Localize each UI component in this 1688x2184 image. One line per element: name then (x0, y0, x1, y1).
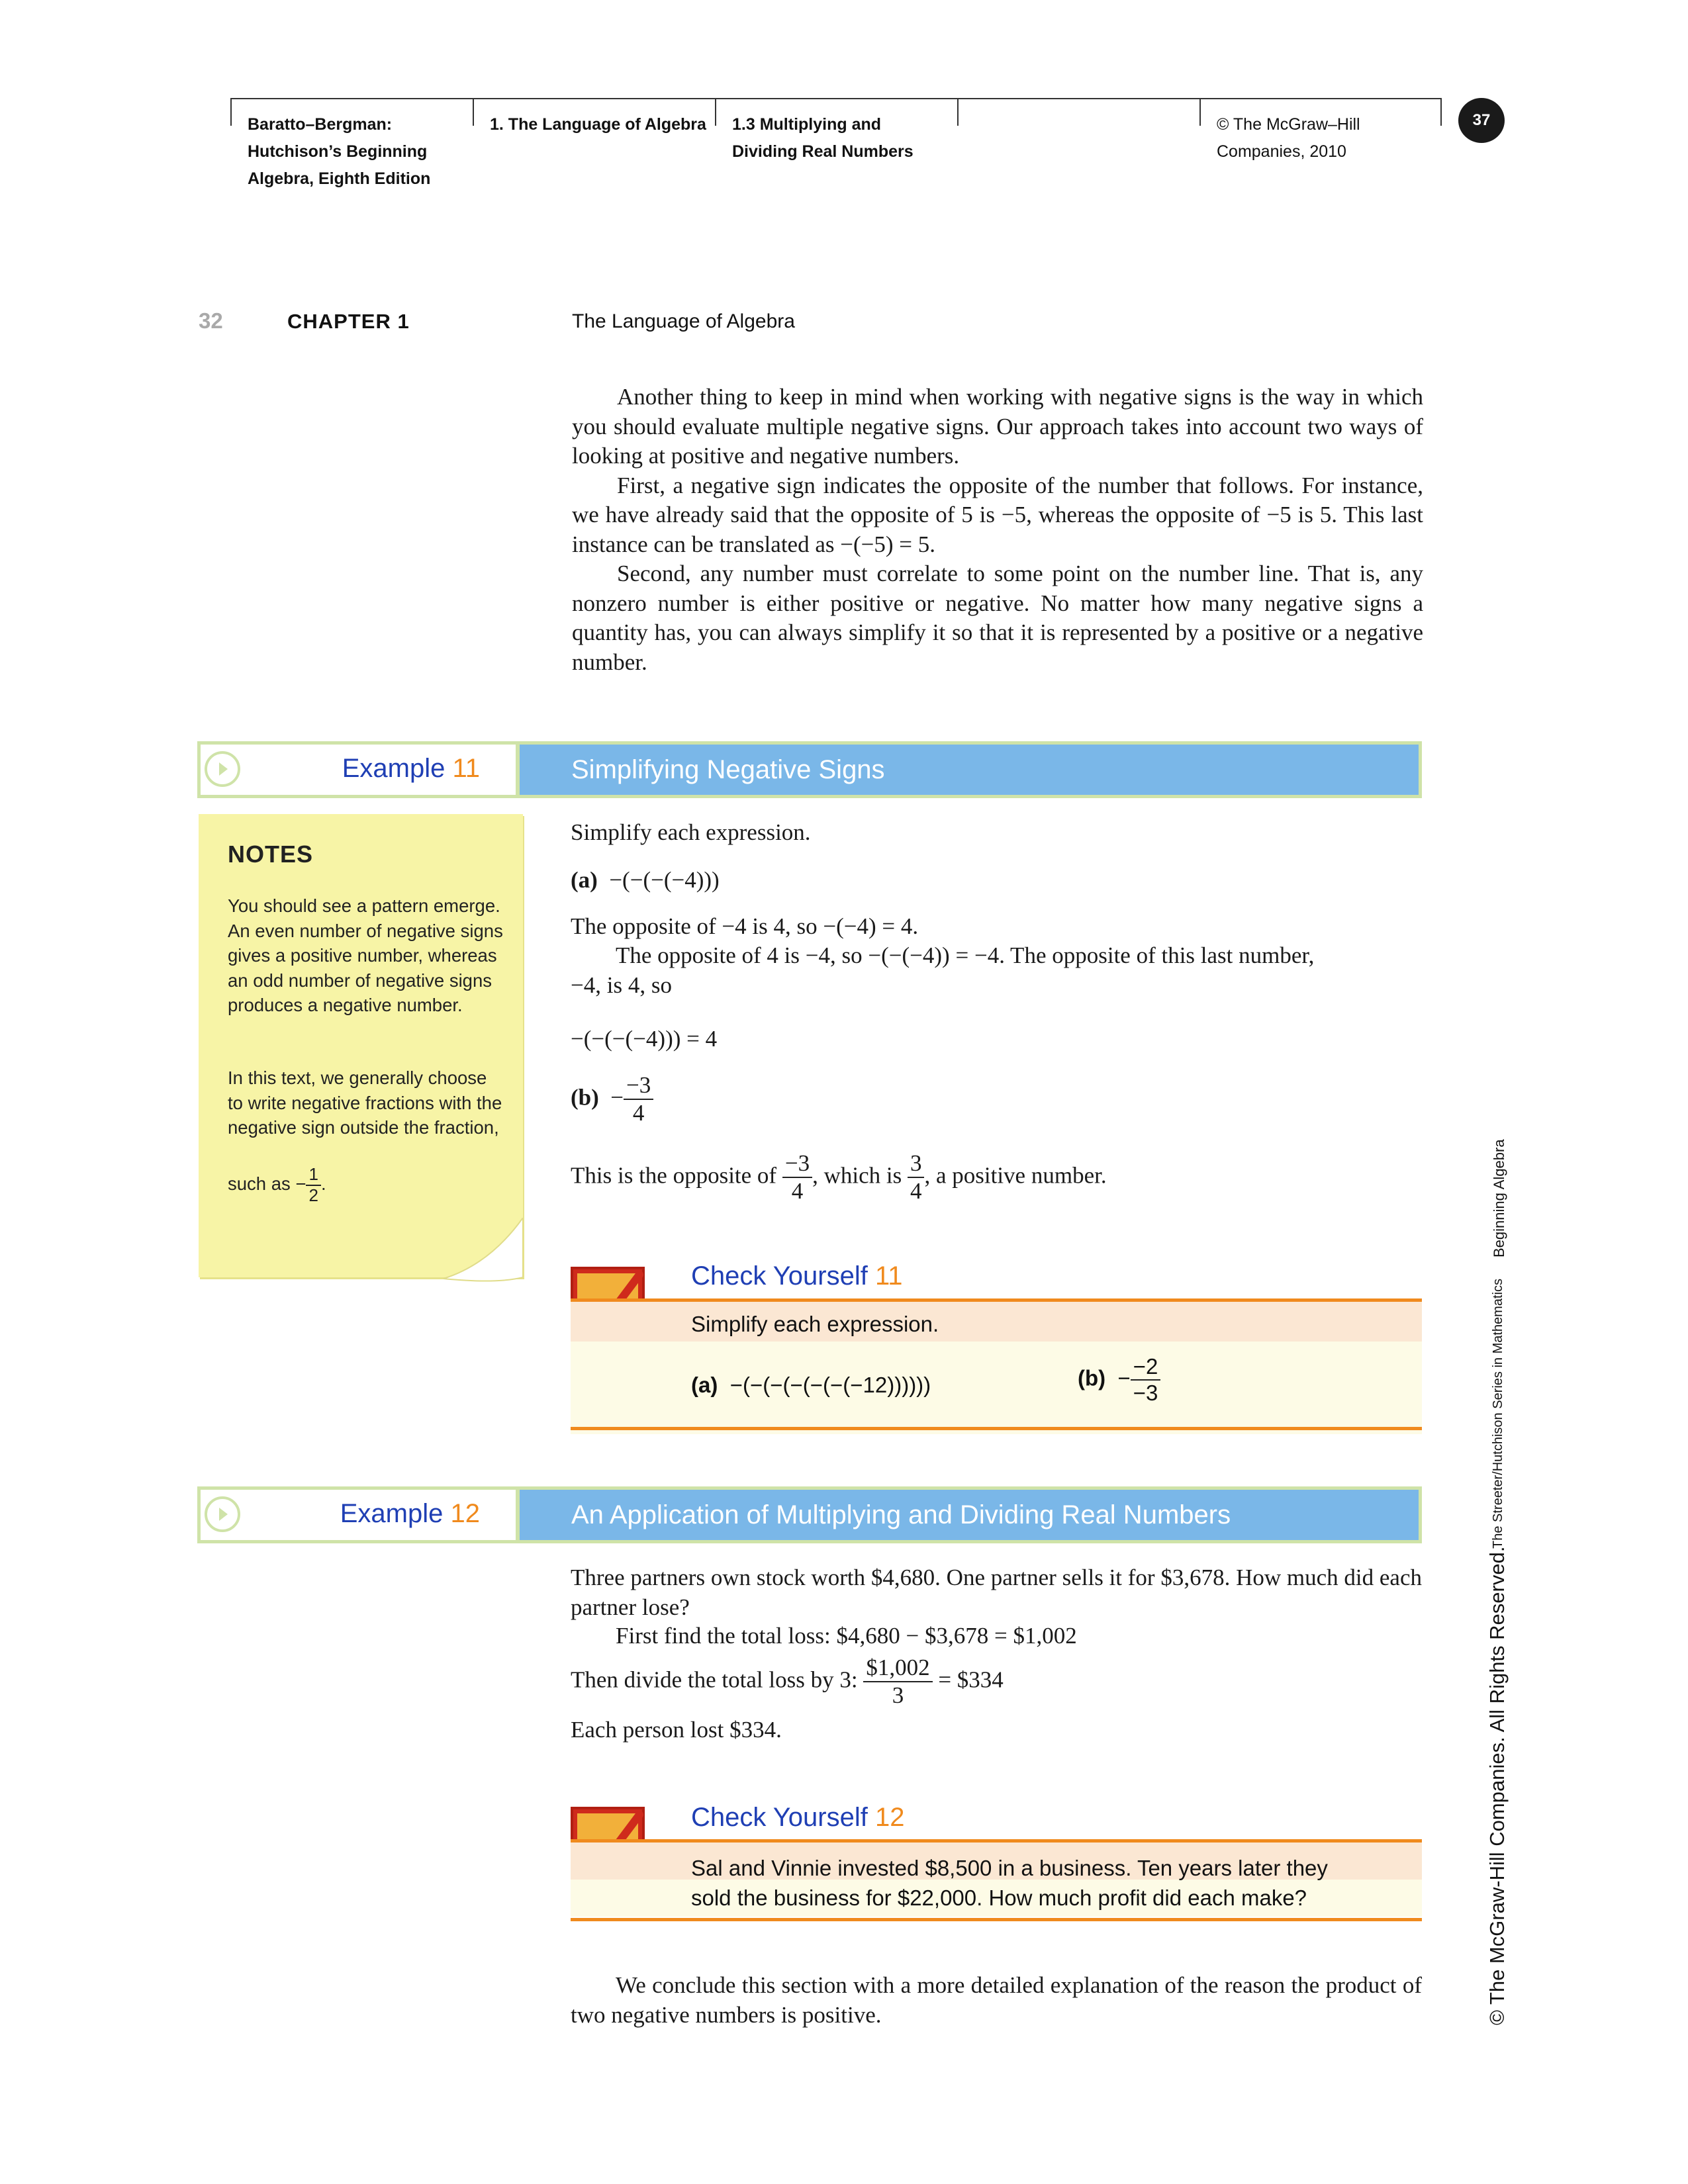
side-publisher-series: The Streeter/Hutchison Series in Mathematics (1491, 1279, 1505, 1549)
example-12-label: Example 12 (340, 1499, 480, 1528)
fraction: $\frac{-3}{4}$ (782, 1150, 812, 1205)
side-rights-notice: © The McGraw-Hill Companies. All Rights Reserved. (1485, 1546, 1509, 2025)
notes-example: such as − $\frac{1}{2}$ . (228, 1164, 326, 1205)
header-divider (957, 98, 959, 126)
orange-rule (571, 1427, 1422, 1430)
example-12-step1: First find the total loss: $4,680 − $3,678 = $1,002 (616, 1623, 1077, 1649)
example-12-conclusion: Each person lost $334. (571, 1717, 782, 1743)
intro-paragraph: Another thing to keep in mind when working with negative signs is the way in which you should evaluate multiple negative signs. Our approach takes into account two ways of looking at positive and negative numbers. (572, 384, 1423, 469)
header-divider (715, 98, 716, 126)
fraction: $\frac{1}{2}$ (306, 1165, 320, 1206)
example-11-label: Example 11 (342, 754, 480, 783)
header-chapter: 1. The Language of Algebra (490, 115, 706, 134)
fraction: $\frac{-2}{-3}$ (1131, 1354, 1161, 1406)
example-11-bar (197, 741, 1422, 798)
example-11-line2: The opposite of 4 is −4, so −(−(−4)) = −4. The opposite of this last number, −4, is 4, so (571, 942, 1315, 998)
header-book-title: Baratto–Bergman: Hutchison’s Beginning Algebra, Eighth Edition (248, 115, 431, 188)
fraction: $\frac{3}{4}$ (908, 1150, 925, 1205)
example-12-problem: Three partners own stock worth $4,680. One partner sells it for $3,678. How much did each partner lose? (571, 1565, 1422, 1620)
notes-box (199, 814, 523, 1277)
header-divider (230, 98, 232, 126)
play-arrow-icon (205, 1496, 240, 1532)
example-11-title: Simplifying Negative Signs (571, 755, 885, 784)
notes-paragraph: In this text, we generally choose to write negative fractions with the negative sign outside the fraction, (228, 1068, 502, 1138)
example-12-title: An Application of Multiplying and Dividing Real Numbers (571, 1500, 1231, 1529)
running-title: The Language of Algebra (572, 310, 795, 332)
example-11-result: −(−(−(−4))) = 4 (571, 1026, 718, 1052)
header-divider (1440, 98, 1442, 126)
example-11-prompt: Simplify each expression. (571, 819, 811, 845)
orange-rule (571, 1918, 1422, 1921)
chapter-label: CHAPTER 1 (287, 310, 410, 333)
notes-paragraph: You should see a pattern emerge. An even number of negative signs gives a positive number, whereas an odd number of negative signs produces a negative number. (228, 895, 503, 1015)
example-11-part-b: (b) − $\frac{-3}{4}$ (571, 1072, 653, 1127)
header-divider (473, 98, 474, 126)
example-11-line1: The opposite of −4 is 4, so −(−4) = 4. (571, 913, 919, 939)
closing-text: We conclude this section with a more detailed explanation of the reason the product of two negative numbers is positive. (571, 1972, 1422, 2028)
check-yourself-12-question: Sal and Vinnie invested $8,500 in a business. Ten years later they sold the business for $22,000. How much profit did each make? (691, 1856, 1328, 1910)
page-curl (417, 1218, 523, 1284)
example-12-step2: Then divide the total loss by 3: $\frac{\$1,002}{3}$ = $334 (571, 1655, 1004, 1709)
intro-paragraph: First, a negative sign indicates the opposite of the number that follows. For instance, we have already said that the opposite of 5 is −5, whereas the opposite of −5 is 5. This last instance can be translated as −(−5) = 5. (572, 472, 1423, 557)
page-number: 32 (199, 308, 223, 333)
header-rule (230, 98, 1440, 99)
fraction: $\frac{-3}{4}$ (624, 1072, 653, 1127)
example-12-bar (197, 1486, 1422, 1543)
header-divider (1199, 98, 1201, 126)
check-yourself-11-part-b: (b) − $\frac{-2}{-3}$ (1078, 1354, 1160, 1406)
check-yourself-11-prompt: Simplify each expression. (691, 1312, 939, 1336)
check-yourself-11-part-a: (a) −(−(−(−(−(−(−12)))))) (691, 1373, 931, 1397)
check-yourself-12-title: Check Yourself 12 (691, 1803, 905, 1832)
check-yourself-11-title: Check Yourself 11 (691, 1261, 903, 1291)
intro-paragraph: Second, any number must correlate to some point on the number line. That is, any nonzero number is either positive or negative. No matter how many negative signs a quantity has, you can always simplify it so that it is represented by a positive or a negative number. (572, 561, 1423, 675)
side-series-title: Beginning Algebra (1491, 1139, 1507, 1257)
example-11-b-explanation: This is the opposite of $\frac{-3}{4}$ , which is $\frac{3}{4}$ , a positive number. (571, 1150, 1107, 1205)
fraction: $\frac{\$1,002}{3}$ (863, 1655, 932, 1709)
play-arrow-icon (205, 751, 240, 787)
example-11-part-a: (a) −(−(−(−4))) (571, 867, 720, 893)
notes-title: NOTES (228, 841, 314, 868)
page-badge: 37 (1458, 98, 1505, 143)
header-section: 1.3 Multiplying and Dividing Real Numbers (732, 115, 914, 161)
header-copyright: © The McGraw–Hill Companies, 2010 (1217, 115, 1360, 161)
intro-text (572, 383, 1423, 677)
